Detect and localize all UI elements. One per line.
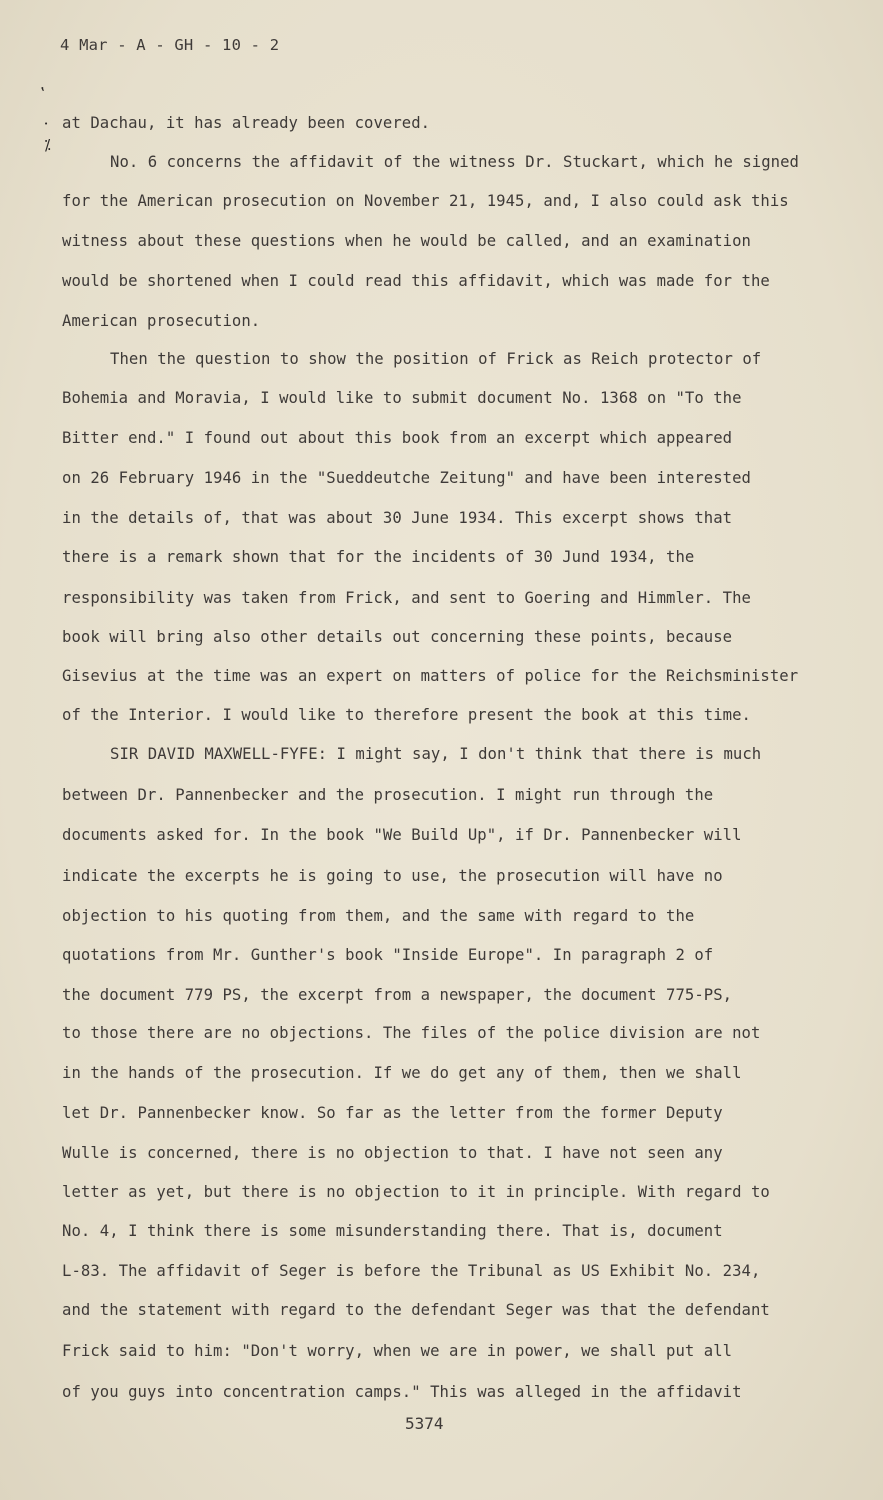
text-line: of the Interior. I would like to therefore present the book at this time. [62, 706, 751, 724]
text-line: book will bring also other details out concerning these points, because [62, 628, 733, 646]
text-line: for the American prosecution on November 21, 1945, and, I also could ask this [62, 192, 789, 210]
text-line: between Dr. Pannenbecker and the prosecution. I might run through the [62, 786, 714, 804]
text-line: Bohemia and Moravia, I would like to submit document No. 1368 on "To the [62, 389, 742, 407]
text-line: letter as yet, but there is no objection to it in principle. With regard to [62, 1183, 770, 1201]
text-line: SIR DAVID MAXWELL-FYFE: I might say, I don't think that there is much [110, 745, 762, 763]
text-line: American prosecution. [62, 312, 261, 330]
text-line: No. 4, I think there is some misunderstanding there. That is, document [62, 1222, 723, 1240]
margin-mark: • [44, 120, 49, 128]
page-number: 5374 [405, 1414, 444, 1433]
text-line: would be shortened when I could read this affidavit, which was made for the [62, 272, 770, 290]
text-line: objection to his quoting from them, and the same with regard to the [62, 907, 695, 925]
text-line: let Dr. Pannenbecker know. So far as the letter from the former Deputy [62, 1104, 723, 1122]
text-line: responsibility was taken from Frick, and sent to Goering and Himmler. The [62, 589, 751, 607]
text-line: of you guys into concentration camps." This was alleged in the affidavit [62, 1383, 742, 1401]
text-line: L-83. The affidavit of Seger is before the Tribunal as US Exhibit No. 234, [62, 1262, 761, 1280]
text-line: No. 6 concerns the affidavit of the witness Dr. Stuckart, which he signed [110, 153, 799, 171]
text-line: quotations from Mr. Gunther's book "Inside Europe". In paragraph 2 of [62, 946, 714, 964]
text-line: there is a remark shown that for the incidents of 30 Jund 1934, the [62, 548, 695, 566]
text-line: Then the question to show the position of Frick as Reich protector of [110, 350, 762, 368]
text-line: Wulle is concerned, there is no objection to that. I have not seen any [62, 1144, 723, 1162]
text-line: Frick said to him: "Don't worry, when we are in power, we shall put all [62, 1342, 733, 1360]
text-line: in the details of, that was about 30 June 1934. This excerpt shows that [62, 509, 733, 527]
text-line: and the statement with regard to the defendant Seger was that the defendant [62, 1301, 770, 1319]
text-line: on 26 February 1946 in the "Sueddeutche Zeitung" and have been interested [62, 469, 751, 487]
margin-mark: ʽ [40, 86, 46, 105]
text-line: Gisevius at the time was an expert on matters of police for the Reichsminister [62, 667, 799, 685]
text-line: documents asked for. In the book "We Build Up", if Dr. Pannenbecker will [62, 826, 742, 844]
text-line: to those there are no objections. The files of the police division are not [62, 1024, 761, 1042]
text-line: in the hands of the prosecution. If we do get any of them, then we shall [62, 1064, 742, 1082]
text-line: Bitter end." I found out about this book from an excerpt which appeared [62, 429, 733, 447]
text-line: witness about these questions when he would be called, and an examination [62, 232, 751, 250]
text-line: at Dachau, it has already been covered. [62, 114, 431, 132]
text-line: the document 779 PS, the excerpt from a newspaper, the document 775-PS, [62, 986, 733, 1004]
margin-mark: ⁒ [44, 136, 51, 154]
text-line: indicate the excerpts he is going to use, the prosecution will have no [62, 867, 723, 885]
page-header: 4 Mar - A - GH - 10 - 2 [60, 36, 280, 54]
